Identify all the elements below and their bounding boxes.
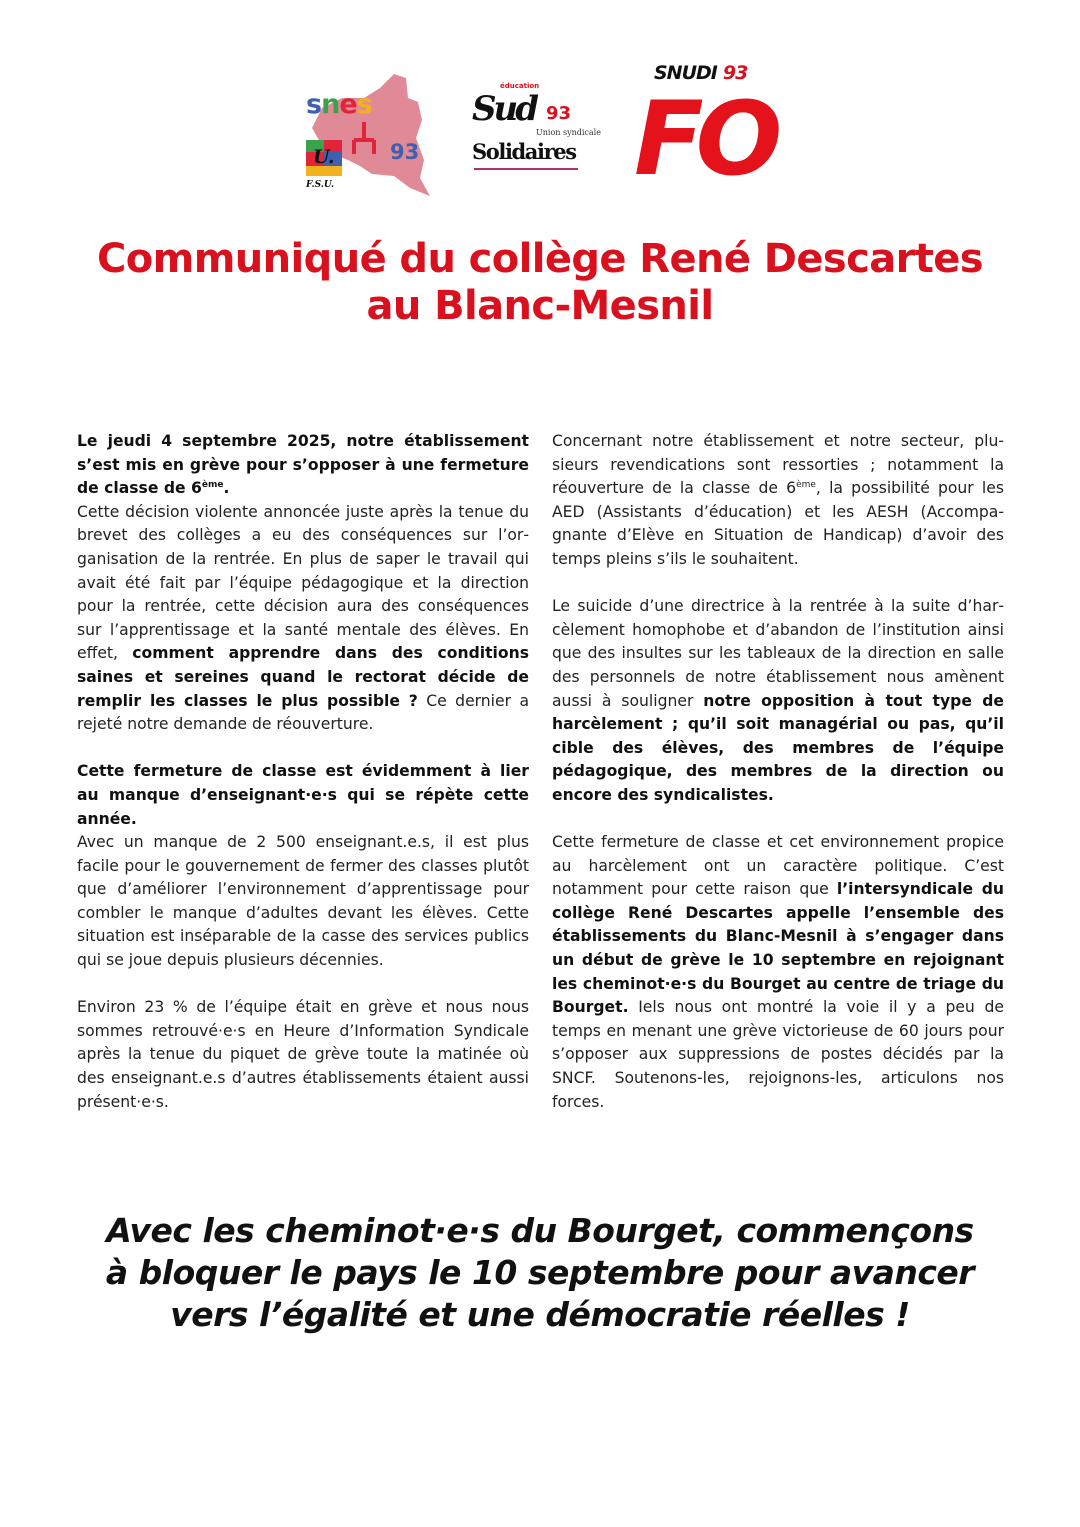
left-column [77, 430, 529, 1138]
superscript-eme: ème [796, 480, 816, 491]
bold-harassment-opposition: notre opposition à tout type de harcèlement ; qu’il soit managérial ou pas, qu’il cible des élèves, des membres de l’équipe pédagogique, des membres de la direction ou encore des syndicalistes. [552, 691, 1005, 804]
paragraph-harassment [552, 595, 1004, 807]
bold-intro-text: Le jeudi 4 septembre 2025, notre établissement s’est mis en grève pour s’opposer à une fermeture de classe de 6 [77, 432, 529, 498]
demands-text-2: , la possibilité pour les AED (Assistants d’éducation) et les AESH (Accompagnante d’Elève en Situation de Handicap) d’avoir des temps pleins s’ils le souhaitent. [552, 479, 1004, 568]
sud-word: Sud [472, 89, 537, 129]
closing-slogan [0, 1210, 1080, 1336]
sud-name: Solidaires [472, 139, 576, 164]
decision-text: Cette décision violente annoncée juste après la tenue du brevet des collèges a eu des conséquences sur l’organisation de la rentrée. En plus de saper le travail qui avait été fait par l’équipe pédagogique et la direction pour la rentrée, cette décision aura des conséquences sur l’apprentissage et la santé mentale des élèves. En effet, [77, 502, 529, 663]
call-text-2: Iels nous ont montré la voie il y a peu de temps en menant une grève victorieuse de 60 jours pour s’opposer aux suppressions de postes décidés par la SNCF. Soutenons-les, rejoignons-les, articulons nos forces. [552, 998, 1004, 1111]
bold-question: comment apprendre dans des conditions saines et sereines quand le rectorat décide de remplir les classes le plus possible ? [77, 644, 529, 710]
slogan-line-3: vers l’égalité et une démocratie réelles ! [170, 1295, 910, 1334]
snudi-fo-93-logo [634, 62, 775, 200]
slogan-line-1: Avec les cheminot·e·s du Bourget, commençons [106, 1211, 974, 1250]
fsu-square-icon [306, 140, 342, 176]
bold-call-to-strike: l’intersyndicale du collège René Descartes appelle l’ensemble des établissements du Blanc-Mesnil à s’engager dans un début de grève le 10 septembre en rejoignant les cheminot·e·s du Bourget au centre de triage du Bourget. [552, 880, 1004, 1017]
snes-fsu-93-logo [302, 68, 434, 198]
paragraph-strike-participation [77, 996, 529, 1114]
page-title [0, 236, 1080, 330]
fo-letters: FO [634, 80, 775, 199]
fo-dept-number: 93 [722, 62, 748, 84]
right-column [552, 430, 1004, 1138]
logo-bar [0, 62, 1080, 202]
sud-dept-number: 93 [546, 103, 572, 124]
slogan-line-2: à bloquer le pays le 10 septembre pour avancer [105, 1253, 975, 1292]
rejection-text: Ce dernier a rejeté notre demande de réouverture. [77, 691, 529, 734]
paragraph-demands [552, 430, 1004, 572]
fsu-label: F.S.U. [306, 180, 335, 190]
sud-subtitle: Union syndicale [536, 128, 601, 137]
title-line-1: Communiqué du collège René Descartes [97, 236, 983, 282]
department-map-icon [302, 68, 434, 198]
bold-intro-end: . [223, 479, 230, 498]
bold-shortage: Cette fermeture de classe est évidemment à lier au manque d’enseignant·e·s qui se répète cette année. [77, 762, 529, 828]
bold-intro [77, 432, 529, 497]
snes-dept-number: 93 [390, 140, 420, 164]
paragraph-teacher-shortage [77, 760, 529, 972]
sud-top-label: éducation [500, 82, 540, 90]
harassment-text: Le suicide d’une directrice à la rentrée à la suite d’harcèlement homophobe et d’abandon de l’institution ainsi que des insultes sur les tableaux de la direction en salle des personnels de notre établissement nous amènent aussi à souligner [552, 597, 1004, 710]
snes-wordmark: snes [306, 89, 372, 120]
sud-education-93-logo [470, 82, 601, 186]
paragraph-call-to-strike [552, 831, 1004, 1114]
fo-top-text: SNUDI [654, 62, 717, 84]
call-text-1: Cette fermeture de classe et cet environnement propice au harcèlement ont un caractère politique. C’est notamment pour cette raison que [552, 833, 1004, 899]
demands-text-1: Concernant notre établissement et notre secteur, plusieurs revendications sont ressorties ; notamment la réouverture de la classe de 6 [552, 432, 1004, 498]
sud-underline [474, 168, 578, 170]
title-line-2: au Blanc-Mesnil [366, 283, 714, 329]
participation-text: Environ 23 % de l’équipe était en grève et nous nous sommes retrouvé·e·s en Heure d’Information Syndicale après la tenue du piquet de grève toute la matinée où des enseignant.e.s d’autres établissements étaient aussi présent·e·s. [77, 998, 529, 1111]
paragraph-strike-intro [77, 430, 529, 737]
superscript-eme: ème [201, 480, 224, 491]
shortage-text: Avec un manque de 2 500 enseignant.e.s, il est plus facile pour le gouvernement de fermer des classes plutôt que d’améliorer l’environnement d’apprentissage pour combler le manque d’adultes devant les élèves. Cette situation est inséparable de la casse des services publics qui se joue depuis plusieurs décennies. [77, 833, 529, 970]
fsu-letter: U. [313, 146, 335, 168]
